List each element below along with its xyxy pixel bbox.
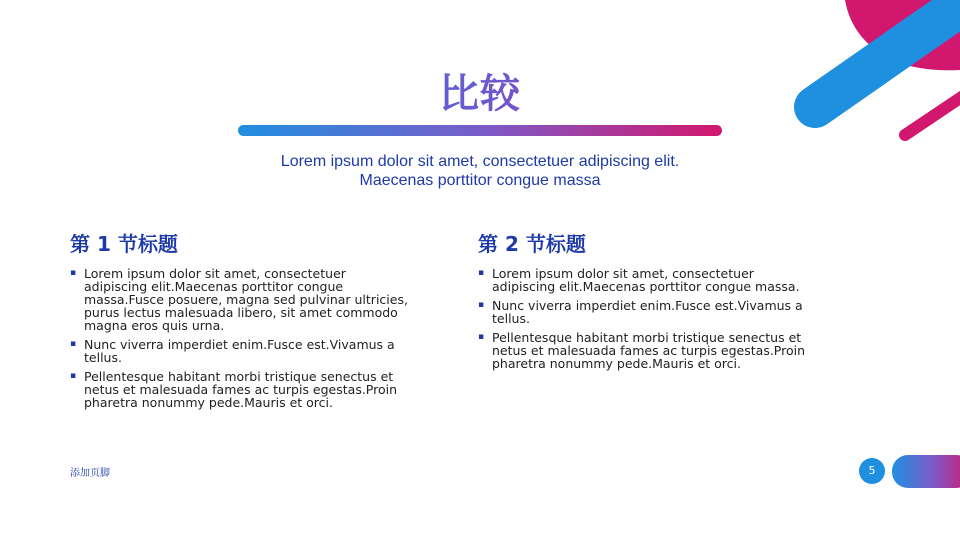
section-2-bullets: [478, 267, 818, 370]
bullet-item: ▪ Lorem ipsum dolor sit amet, consectetuer adipiscing elit.Maecenas porttitor congue massa.Fusce posuere, magna sed pulvinar ultricies, purus lectus malesuada libero, sit amet commodo magna eros quis urna.: [70, 267, 410, 332]
section-2-heading: 第 2 节标题: [478, 232, 586, 256]
corner-gradient-bar: [892, 455, 960, 488]
bullet-item: ▪ Nunc viverra imperdiet enim.Fusce est.Vivamus a tellus.: [478, 299, 818, 325]
section-2-column: [478, 228, 818, 376]
section-1-heading: 第 1 节标题: [70, 232, 178, 256]
bullet-item: ▪ Pellentesque habitant morbi tristique senectus et netus et malesuada fames ac turpis egestas.Proin pharetra nonummy pede.Mauris et orci.: [70, 370, 410, 409]
page-number-badge: 5: [859, 458, 885, 484]
bullet-item: ▪ Pellentesque habitant morbi tristique senectus et netus et malesuada fames ac turpis egestas.Proin pharetra nonummy pede.Mauris et orci.: [478, 331, 818, 370]
section-1-column: [70, 228, 410, 415]
title-underline-bar: [238, 125, 722, 136]
bullet-item: ▪ Lorem ipsum dolor sit amet, consectetuer adipiscing elit.Maecenas porttitor congue massa.: [478, 267, 818, 293]
footer-text: 添加页脚: [70, 468, 110, 479]
subtitle-line-1: Lorem ipsum dolor sit amet, consectetuer adipiscing elit.: [280, 153, 680, 170]
subtitle-line-2: Maecenas porttitor congue massa: [359, 172, 601, 189]
slide-title: 比较: [0, 62, 960, 119]
slide-subtitle: [180, 152, 780, 190]
bullet-item: ▪ Nunc viverra imperdiet enim.Fusce est.Vivamus a tellus.: [70, 338, 410, 364]
section-1-bullets: [70, 267, 410, 409]
